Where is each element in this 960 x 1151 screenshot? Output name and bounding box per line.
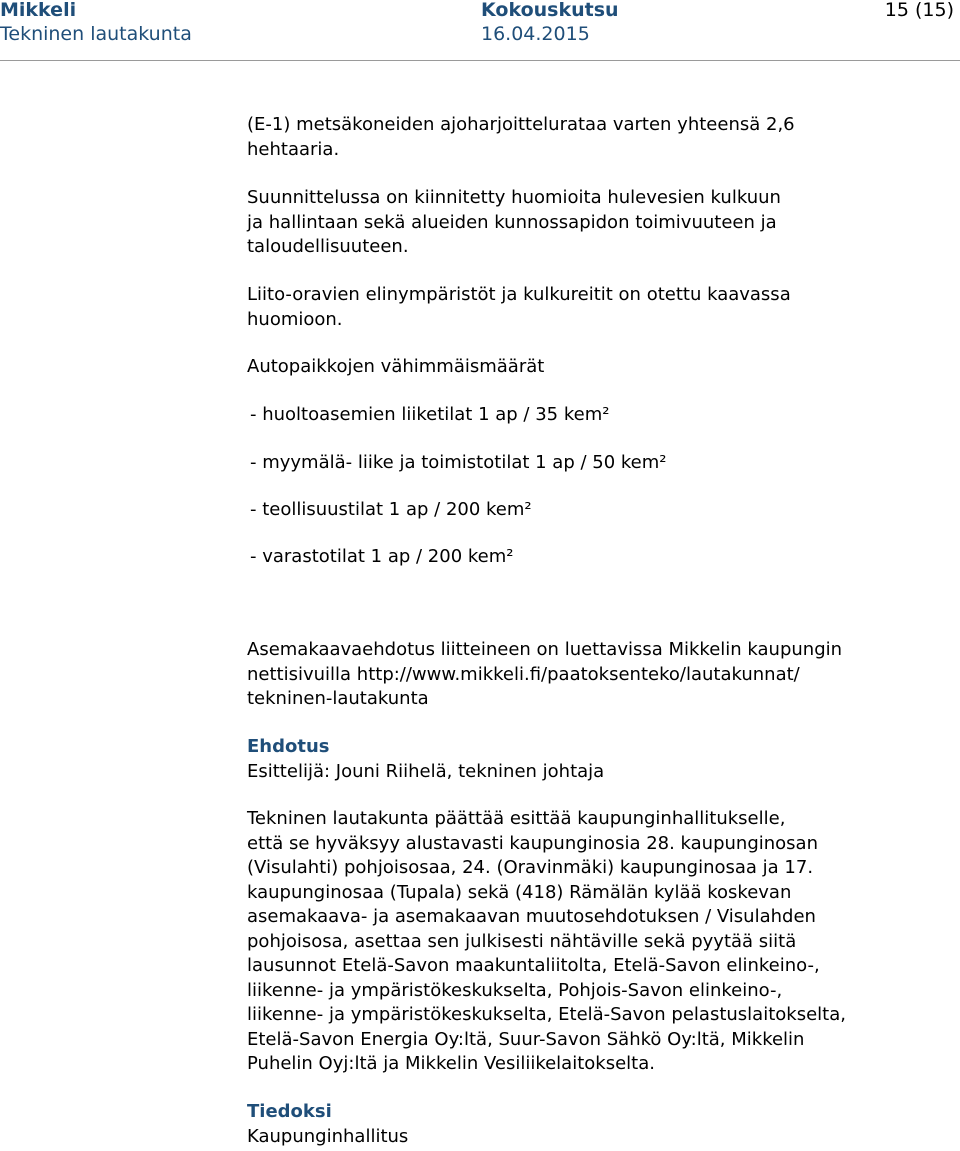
paragraph-flying-squirrel: Liito-oravien elinympäristöt ja kulkureitit on otettu kaavassa huomioon. [247, 284, 791, 330]
parking-title: Autopaikkojen vähimmäismäärät [247, 356, 545, 377]
proposal-presenter: Esittelijä: Jouni Riihelä, tekninen johtaja [247, 761, 605, 782]
paragraph-plan-link: Asemakaavaehdotus liitteineen on luettavissa Mikkelin kaupungin nettisivuilla http://www.mikkeli.fi/paatoksenteko/lautakunnat/ tekninen-lautakunta [247, 639, 843, 709]
page-header [0, 0, 960, 60]
header-divider [0, 60, 960, 61]
committee-name: Tekninen lautakunta [0, 23, 192, 45]
info-heading: Tiedoksi [247, 1101, 332, 1122]
parking-item: - myymälä- liike ja toimistotilat 1 ap / 50 kem² [250, 452, 667, 473]
paragraph-stormwater: Suunnittelussa on kiinnitetty huomioita hulevesien kulkuun ja hallintaan sekä alueiden kunnossapidon toimivuuteen ja taloudellisuuteen. [247, 187, 781, 257]
parking-item: - huoltoasemien liiketilat 1 ap / 35 kem² [250, 404, 610, 425]
info-recipient: Kaupunginhallitus [247, 1126, 409, 1147]
document-date: 16.04.2015 [481, 23, 590, 45]
parking-item: - teollisuustilat 1 ap / 200 kem² [250, 499, 532, 520]
paragraph-training-area: (E-1) metsäkoneiden ajoharjoitteluratаa varten yhteensä 2,6 hehtaaria. [247, 114, 795, 160]
page-number: 15 (15) [884, 0, 954, 21]
document-type: Kokouskutsu [481, 0, 619, 21]
proposal-heading: Ehdotus [247, 736, 330, 757]
proposal-text: Tekninen lautakunta päättää esittää kaupunginhallitukselle, että se hyväksyy alustavasti kaupunginosia 28. kaupunginosan (Visulahti) pohjoisosaa, 24. (Oravinmäki) kaupunginosaa ja 17. kaupunginosaa (Tupala) sekä (418) Rämälän kylää koskevan asemakaava- ja asemakaavan muutosehdotuksen / Visulahden pohjoisosa, asettaa sen julkisesti nähtäville sekä pyytää siitä lausunnot Etelä-Savon maakuntaliitolta, Etelä-Savon elinkeino-, liikenne- ja ympäristökeskukselta, Pohjois-Savon elinkeino-, liikenne- ja ympäristökeskukselta, Etelä-Savon pelastuslaitokselta, Etelä-Savon Energia Oy:ltä, Suur-Savon Sähkö Oy:ltä, Mikkelin Puhelin Oyj:ltä ja Mikkelin Vesiliikelaitokselta. [247, 808, 846, 1074]
parking-item: - varastotilat 1 ap / 200 kem² [250, 546, 514, 567]
organization-name: Mikkeli [0, 0, 77, 21]
